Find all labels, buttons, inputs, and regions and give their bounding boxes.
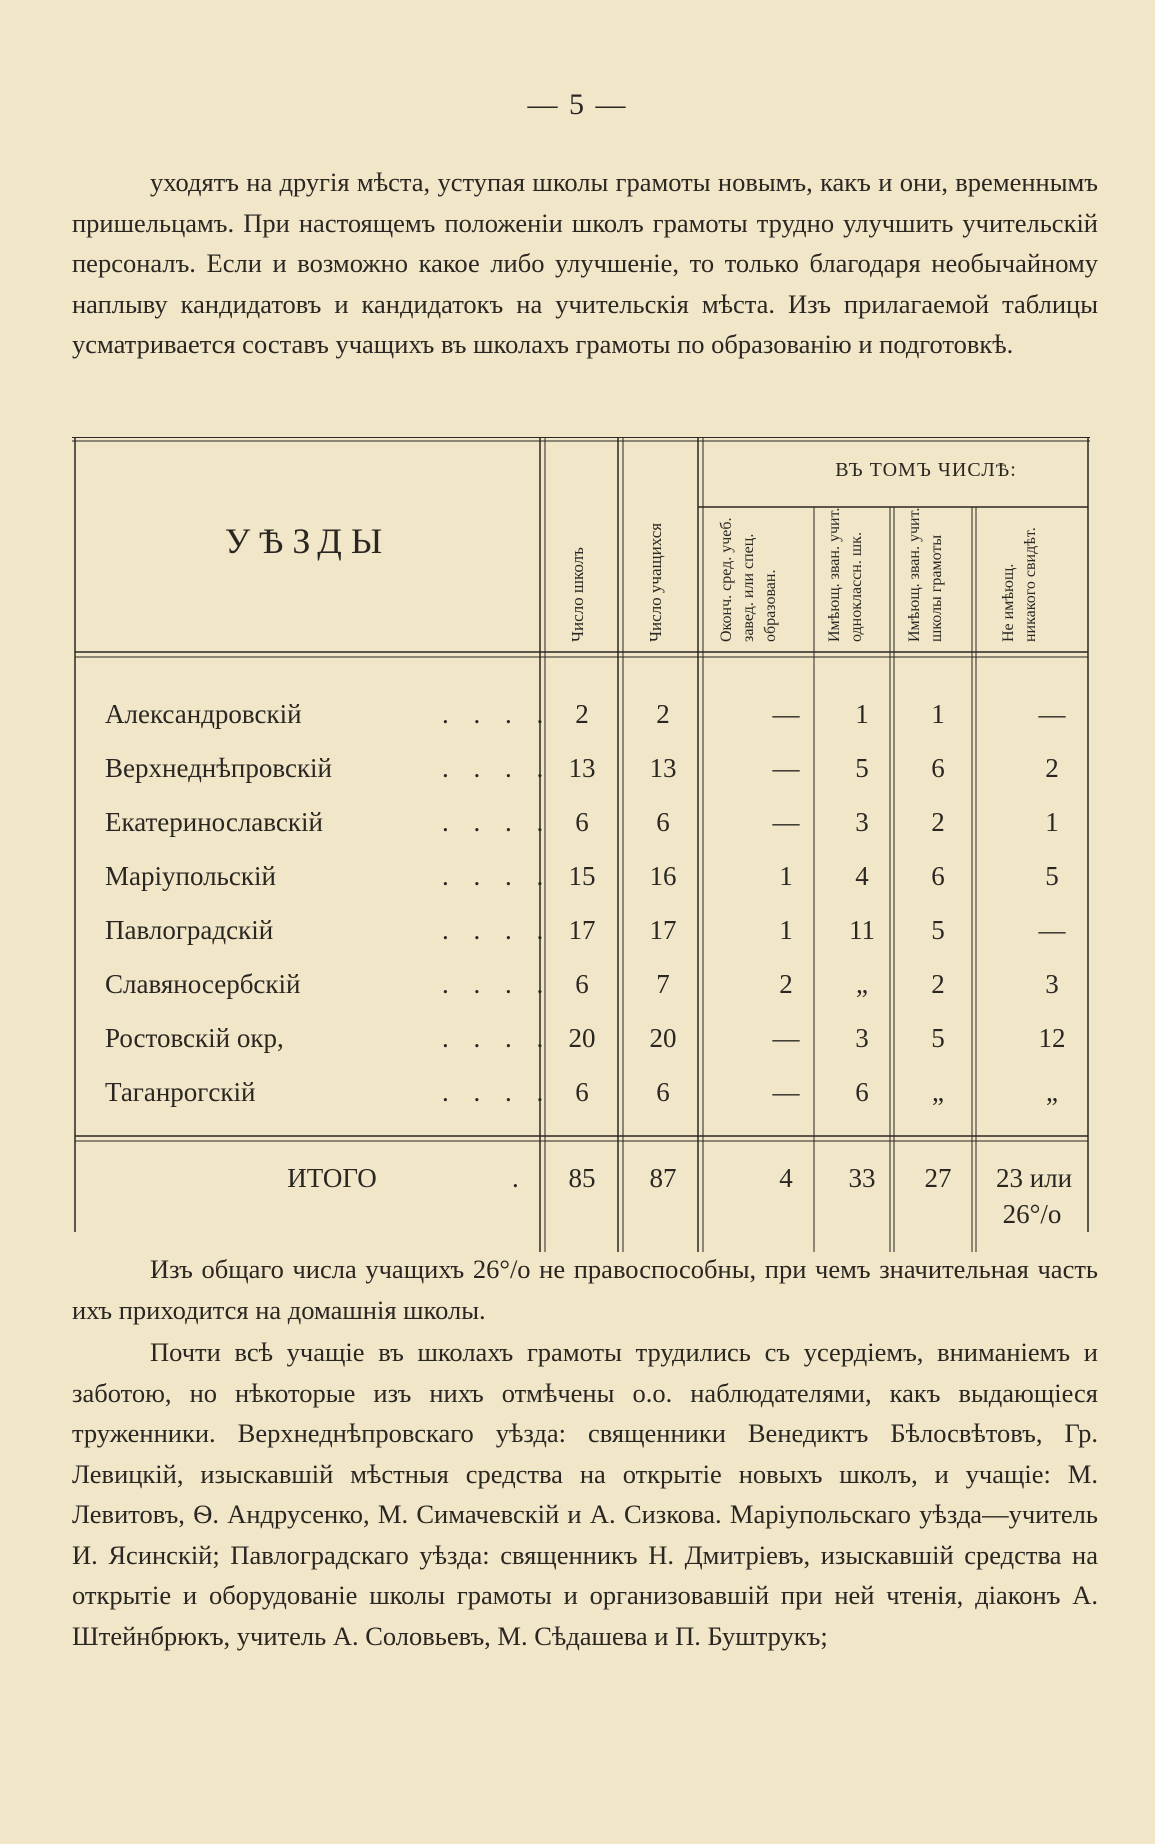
cell-c2: 4 (855, 861, 869, 891)
header-uezdy: УѢЗДЫ (224, 521, 392, 561)
cell-c4: 5 (1045, 861, 1059, 891)
schools-teachers-table (72, 437, 1090, 1252)
district-name: Славяносербскій (105, 969, 301, 999)
cell-c4: 3 (1045, 969, 1059, 999)
cell-schools: 6 (575, 969, 589, 999)
cell-c3: 5 (931, 915, 945, 945)
cell-c4: „ (1046, 1077, 1058, 1107)
cell-c4: — (1038, 699, 1066, 729)
leader-dots: . . . . (442, 969, 553, 999)
cell-c1: — (772, 1023, 800, 1053)
leader-dots: . . . . (442, 1023, 553, 1053)
cell-c1: — (772, 807, 800, 837)
leader-dots: . . . . (442, 699, 553, 729)
district-name: Александровскій (105, 699, 302, 729)
cell-c2: 6 (855, 1077, 869, 1107)
page-number: — 5 — (527, 88, 628, 121)
header-schools-count: Число школъ (568, 547, 587, 642)
district-name: Верхнеднѣпровскій (105, 753, 333, 783)
cell-teachers: 7 (656, 969, 670, 999)
cell-teachers: 2 (656, 699, 670, 729)
cell-c3: „ (932, 1077, 944, 1107)
cell-c2: 3 (855, 807, 869, 837)
total-cell-schools: 85 (568, 1163, 596, 1193)
district-name: Павлоградскій (105, 915, 274, 945)
cell-c3: 1 (931, 699, 945, 729)
leader-dots: . . . . (442, 807, 553, 837)
total-label: ИТОГО (287, 1163, 377, 1193)
total-cell-teachers: 87 (649, 1163, 677, 1193)
cell-schools: 6 (575, 1077, 589, 1107)
district-name: Таганрогскій (105, 1077, 256, 1107)
district-name: Ростовскій окр, (105, 1023, 284, 1053)
total-cell-c1: 4 (779, 1163, 793, 1193)
paragraph-1: уходятъ на другія мѣста, уступая школы грамоты новымъ, какъ и они, временнымъ пришельцамъ. При настоящемъ положеніи школъ грамоты трудно улучшить учительскій персоналъ. Если и возможно какое либо улучшеніе, то только благодаря необычайному наплыву кандидатовъ и кандидатокъ на учительскія мѣста. Изъ прилагаемой таблицы усматривается составъ учащихъ въ школахъ грамоты по образованію и подготовкѣ. (72, 167, 1098, 359)
leader-dots: . (512, 1163, 528, 1193)
cell-teachers: 13 (649, 753, 677, 783)
header-of-which: ВЪ ТОМЪ ЧИСЛѢ: (835, 459, 1017, 481)
cell-schools: 6 (575, 807, 589, 837)
leader-dots: . . . . (442, 1077, 553, 1107)
cell-schools: 13 (568, 753, 596, 783)
cell-schools: 15 (568, 861, 596, 891)
district-name: Екатеринославскій (105, 807, 323, 837)
cell-c3: 6 (931, 861, 945, 891)
cell-c4: 12 (1038, 1023, 1066, 1053)
cell-c4: 2 (1045, 753, 1059, 783)
cell-teachers: 20 (649, 1023, 677, 1053)
cell-c2: „ (856, 969, 868, 999)
cell-c4: 1 (1045, 807, 1059, 837)
cell-c2: 3 (855, 1023, 869, 1053)
cell-c3: 5 (931, 1023, 945, 1053)
leader-dots: . . . . (442, 861, 553, 891)
cell-c4: — (1038, 915, 1066, 945)
cell-c2: 1 (855, 699, 869, 729)
header-teachers-count: Число учащихся (646, 522, 665, 642)
total-cell-c4a: 23 или (995, 1163, 1073, 1193)
cell-c1: 1 (779, 861, 793, 891)
cell-c3: 2 (931, 969, 945, 999)
header-sub-gramoty: Имѣющ. зван. учит. школы грамоты (906, 507, 945, 642)
cell-schools: 17 (568, 915, 596, 945)
header-sub-education: Оконч. сред. учеб. завед. или спец. образован. (718, 517, 779, 642)
header-sub-none: Не имѣющ. никакого свидѣт. (1000, 527, 1039, 642)
district-name: Маріупольскій (105, 861, 276, 891)
total-cell-c4b: 26°/o (1002, 1199, 1062, 1229)
cell-teachers: 16 (649, 861, 677, 891)
header-sub-oneclass: Имѣющ. зван. учит. одноклассн. шк. (826, 507, 865, 642)
cell-c2: 5 (855, 753, 869, 783)
cell-c3: 6 (931, 753, 945, 783)
cell-c1: 1 (779, 915, 793, 945)
cell-c1: — (772, 1077, 800, 1107)
paragraph-3: Почти всѣ учащіе въ школахъ грамоты трудились съ усердіемъ, вниманіемъ и заботою, но нѣкоторые изъ нихъ отмѣчены о.о. наблюдателями, какъ выдающіеся труженники. Верхнеднѣпровскаго уѣзда: священники Венедиктъ Бѣлосвѣтовъ, Гр. Левицкій, изыскавшій мѣстныя средства на открытіе новыхъ школъ, и учащіе: М. Левитовъ, Ѳ. Андрусенко, М. Симачевскій и А. Сизкова. Маріупольскаго уѣзда—учитель И. Ясинскій; Павлоградскаго уѣзда: священникъ Н. Дмитріевъ, изыскавшій средства на открытіе и оборудованіе школы грамоты и организовавшій при ней чтенія, діаконъ А. Штейнбрюкъ, учитель А. Соловьевъ, М. Сѣдашева и П. Буштрукъ; (72, 1337, 1098, 1651)
cell-teachers: 17 (649, 915, 677, 945)
cell-teachers: 6 (656, 807, 670, 837)
total-cell-c3: 27 (924, 1163, 952, 1193)
cell-c3: 2 (931, 807, 945, 837)
cell-c1: — (772, 753, 800, 783)
cell-c1: — (772, 699, 800, 729)
cell-c1: 2 (779, 969, 793, 999)
paragraph-2: Изъ общаго числа учащихъ 26°/o не правоспособны, при чемъ значительная часть ихъ приходится на домашнія школы. (72, 1254, 1098, 1325)
leader-dots: . . . . (442, 915, 553, 945)
total-cell-c2: 33 (848, 1163, 876, 1193)
leader-dots: . . . . (442, 753, 553, 783)
cell-c2: 11 (849, 915, 875, 945)
cell-schools: 20 (568, 1023, 596, 1053)
cell-teachers: 6 (656, 1077, 670, 1107)
cell-schools: 2 (575, 699, 589, 729)
